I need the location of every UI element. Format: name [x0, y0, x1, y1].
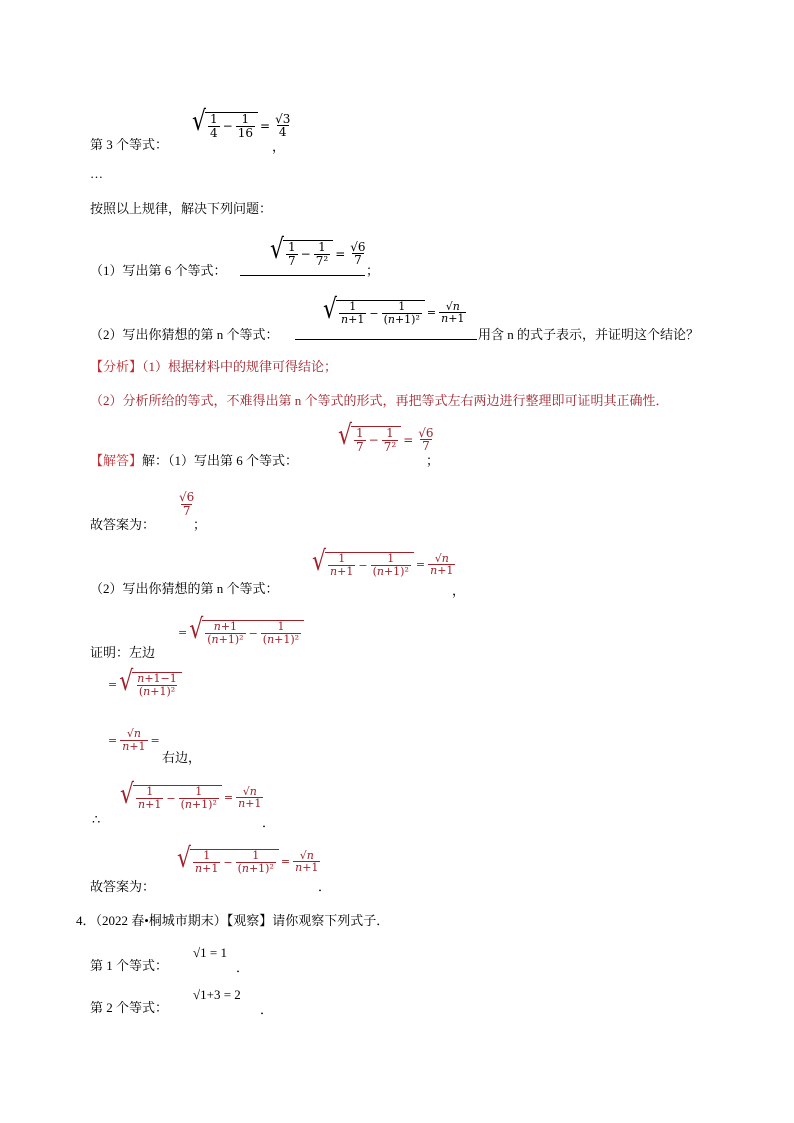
analysis-line-1: [90, 356, 337, 375]
analysis-text-2: （2）分析所给的等式，不难得出第 n 个等式的形式，再把等式左右两边进行整理即可证明其正确性．: [90, 393, 669, 408]
q2-tail: 用含 n 的式子表示，并证明这个结论？: [478, 327, 700, 342]
problem-4-title: 4．（2022 春•桐城市期末）【观察】请你观察下列式子．: [76, 913, 390, 928]
solution-formula-1: √ $\frac{1}{7}$ − $\frac{1}{\text{7²}}$ = $\frac{√6}{7}$: [338, 420, 434, 454]
solution-text-2: （2）写出你猜想的第 n 个等式：: [90, 581, 279, 596]
analysis-tag: 【分析】: [90, 359, 143, 374]
p4-eq2-formula: √1+3 = 2: [193, 987, 241, 1002]
proof-step-1: = √ $\frac{n+1}{\text{(n+1)²}}$ − $\frac{1}{\text{(n+1)²}}$: [176, 620, 304, 645]
intro-text: 按照以上规律，解决下列问题：: [90, 201, 273, 216]
q1-formula: √ $\frac{1}{7}$ − $\frac{1}{\text{7²}}$ = $\frac{√6}{7}$: [270, 234, 366, 268]
proof-step-3: = $\frac{√n}{n+1}$ =: [108, 727, 160, 753]
therefore-symbol: ∴: [92, 812, 101, 827]
answer-label-2: 故答案为：: [90, 879, 156, 894]
q2-formula: √ $\frac{1}{n+1}$ − $\frac{1}{\text{(n+1)²}}$ = $\frac{√n}{n+1}$: [323, 294, 465, 326]
eq3-label: 第 3 个等式：: [90, 137, 169, 152]
right-side-text: 右边，: [162, 750, 202, 765]
answer-formula-1: $\frac{√6}{7}$: [179, 490, 195, 518]
solution-line-1: [90, 450, 298, 469]
ellipsis: …: [90, 166, 103, 181]
solution-formula-2: √ $\frac{1}{n+1}$ − $\frac{1}{\text{(n+1)²}}$ = $\frac{√n}{n+1}$: [312, 546, 454, 578]
p4-eq2-period: ．: [260, 1002, 274, 1017]
solution-semicolon: ；: [426, 453, 440, 468]
answer-period: ．: [318, 879, 332, 894]
solution-comma: ，: [452, 583, 466, 598]
p4-eq1-formula: √1 = 1: [193, 945, 227, 960]
therefore-formula: √ $\frac{1}{n+1}$ − $\frac{1}{\text{(n+1)²}}$ = $\frac{√n}{n+1}$: [120, 779, 262, 811]
eq3-comma: ，: [272, 139, 286, 154]
p4-eq2-label: 第 2 个等式：: [90, 1000, 169, 1015]
answer-semicolon: ；: [193, 517, 207, 532]
analysis-text-1: （1）根据材料中的规律可得结论；: [142, 359, 338, 374]
proof-step-2: = √ $\frac{n+1-1}{\text{(n+1)²}}$: [106, 672, 182, 697]
q2-blank: [295, 339, 477, 340]
q1-end: ；: [366, 263, 380, 278]
q2-label: （2）写出你猜想的第 n 个等式：: [90, 327, 279, 342]
solution-text-1: 解：（1）写出第 6 个等式：: [142, 453, 299, 468]
q1-label: （1）写出第 6 个等式：: [90, 263, 227, 278]
p4-eq1-period: ．: [236, 960, 250, 975]
p4-eq1-label: 第 1 个等式：: [90, 958, 169, 973]
proof-label: 证明：左边: [90, 645, 156, 660]
therefore-period: ．: [262, 815, 276, 830]
solution-tag: 【解答】: [90, 453, 143, 468]
answer-formula-2: √ $\frac{1}{n+1}$ − $\frac{1}{\text{(n+1)²}}$ = $\frac{√n}{n+1}$: [177, 843, 319, 875]
eq3-formula: √ $\frac{1}{4}$ − $\frac{1}{16}$ = $\frac{√3}{4}$: [192, 106, 291, 140]
answer-label-1: 故答案为：: [90, 517, 156, 532]
q1-blank: [240, 275, 365, 276]
